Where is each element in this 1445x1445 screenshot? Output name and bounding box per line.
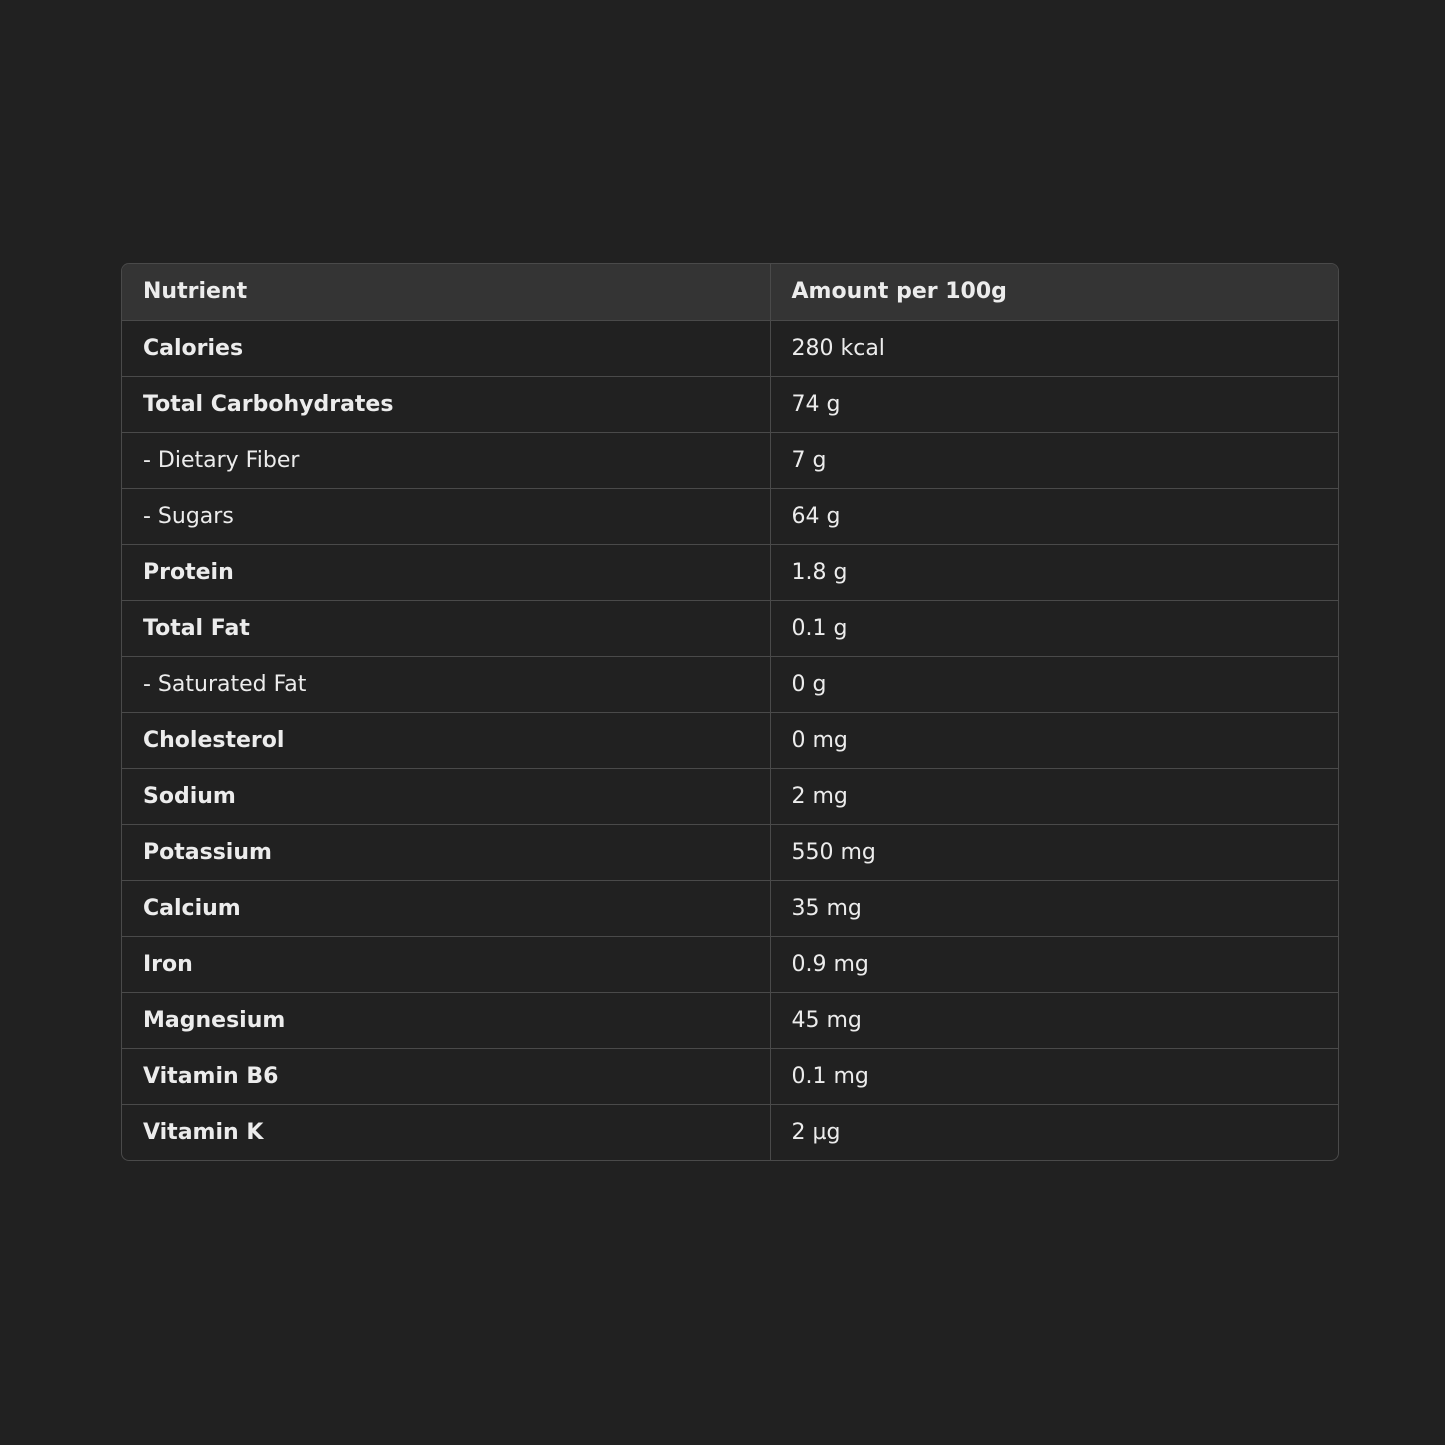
table-row bbox=[122, 712, 1338, 768]
nutrient-name-cell: Iron bbox=[122, 936, 770, 992]
nutrient-amount-cell: 74 g bbox=[770, 376, 1338, 432]
table-row bbox=[122, 600, 1338, 656]
nutrient-amount-cell: 0.9 mg bbox=[770, 936, 1338, 992]
nutrient-amount-cell: 2 µg bbox=[770, 1104, 1338, 1160]
table-row bbox=[122, 1048, 1338, 1104]
nutrient-amount-cell: 45 mg bbox=[770, 992, 1338, 1048]
nutrient-name-cell: Calcium bbox=[122, 880, 770, 936]
table-row bbox=[122, 432, 1338, 488]
nutrient-name-cell: Sodium bbox=[122, 768, 770, 824]
nutrient-amount-cell: 0.1 mg bbox=[770, 1048, 1338, 1104]
nutrition-table bbox=[122, 264, 1338, 1160]
table-row bbox=[122, 880, 1338, 936]
table-row bbox=[122, 824, 1338, 880]
nutrient-amount-cell: 0.1 g bbox=[770, 600, 1338, 656]
table-row bbox=[122, 320, 1338, 376]
nutrient-amount-cell: 550 mg bbox=[770, 824, 1338, 880]
nutrition-table-container bbox=[121, 263, 1339, 1161]
header-amount: Amount per 100g bbox=[770, 264, 1338, 320]
nutrient-name-cell: Protein bbox=[122, 544, 770, 600]
nutrient-name-cell: Calories bbox=[122, 320, 770, 376]
nutrient-amount-cell: 280 kcal bbox=[770, 320, 1338, 376]
table-row bbox=[122, 376, 1338, 432]
table-row bbox=[122, 488, 1338, 544]
nutrient-amount-cell: 0 g bbox=[770, 656, 1338, 712]
header-row bbox=[122, 264, 1338, 320]
table-header bbox=[122, 264, 1338, 320]
nutrient-amount-cell: 1.8 g bbox=[770, 544, 1338, 600]
table-row bbox=[122, 656, 1338, 712]
nutrient-name-cell: - Dietary Fiber bbox=[122, 432, 770, 488]
nutrient-name-cell: Vitamin K bbox=[143, 1119, 264, 1145]
nutrient-name-cell: - Sugars bbox=[122, 488, 770, 544]
nutrient-name-cell: - Saturated Fat bbox=[122, 656, 770, 712]
nutrient-amount-cell: 0 mg bbox=[770, 712, 1338, 768]
nutrient-name-cell: Total Fat bbox=[122, 600, 770, 656]
header-nutrient: Nutrient bbox=[122, 264, 770, 320]
nutrient-name-cell: Cholesterol bbox=[122, 712, 770, 768]
nutrient-name-cell: Magnesium bbox=[122, 992, 770, 1048]
table-row bbox=[122, 992, 1338, 1048]
nutrient-amount-cell: 64 g bbox=[770, 488, 1338, 544]
nutrient-name-cell: Vitamin B6 bbox=[122, 1048, 770, 1104]
nutrient-amount-cell: 35 mg bbox=[770, 880, 1338, 936]
table-row bbox=[122, 768, 1338, 824]
table-row bbox=[122, 1104, 1338, 1160]
nutrient-amount-cell: 7 g bbox=[770, 432, 1338, 488]
nutrient-amount-cell: 2 mg bbox=[770, 768, 1338, 824]
nutrient-name-cell: Potassium bbox=[122, 824, 770, 880]
table-row bbox=[122, 544, 1338, 600]
table-body bbox=[122, 320, 1338, 1160]
nutrient-name-cell: Total Carbohydrates bbox=[122, 376, 770, 432]
table-row bbox=[122, 936, 1338, 992]
